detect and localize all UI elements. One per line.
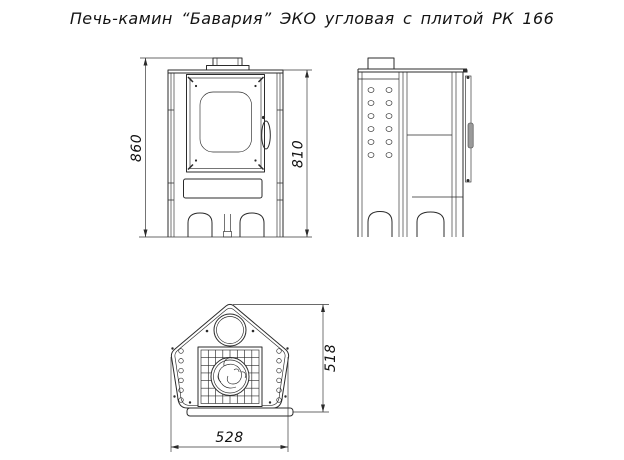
dimension-body-height <box>283 70 312 237</box>
hinge-dot <box>467 76 470 79</box>
chimney-stub-side <box>368 58 394 69</box>
handle-grip-icon <box>468 123 473 148</box>
side-legs <box>368 212 444 238</box>
panel-dividers <box>358 79 463 197</box>
hinge-dot <box>467 179 470 182</box>
door-frame-outer <box>187 75 265 173</box>
side-body-edges <box>358 69 463 237</box>
dim-label-860: 860 <box>129 133 145 163</box>
front-legs <box>188 213 264 237</box>
base-plinth <box>187 408 293 416</box>
top-joint <box>463 70 468 73</box>
ash-drawer <box>184 179 263 198</box>
door-screw <box>254 85 256 87</box>
dim-label-810: 810 <box>290 139 307 169</box>
dim-label-518: 518 <box>323 343 339 373</box>
dragon-ornament <box>211 358 249 396</box>
side-view <box>358 58 473 237</box>
vent-holes-side <box>368 88 392 158</box>
door-screw <box>195 85 197 87</box>
door-screw <box>254 159 256 161</box>
top-plate-front <box>168 70 283 73</box>
drawing-title: Печь-камин “Бавария” ЭКО угловая с плитой РК 166 <box>69 9 555 28</box>
chimney-stub-front <box>207 58 250 70</box>
fire-door <box>187 75 271 173</box>
top-plate-side <box>358 69 467 72</box>
front-view <box>168 58 283 237</box>
door-edge-profile <box>463 70 473 183</box>
top-view <box>171 304 293 416</box>
dim-label-528: 528 <box>215 430 244 446</box>
center-foot <box>224 232 232 238</box>
door-screw <box>195 159 197 161</box>
